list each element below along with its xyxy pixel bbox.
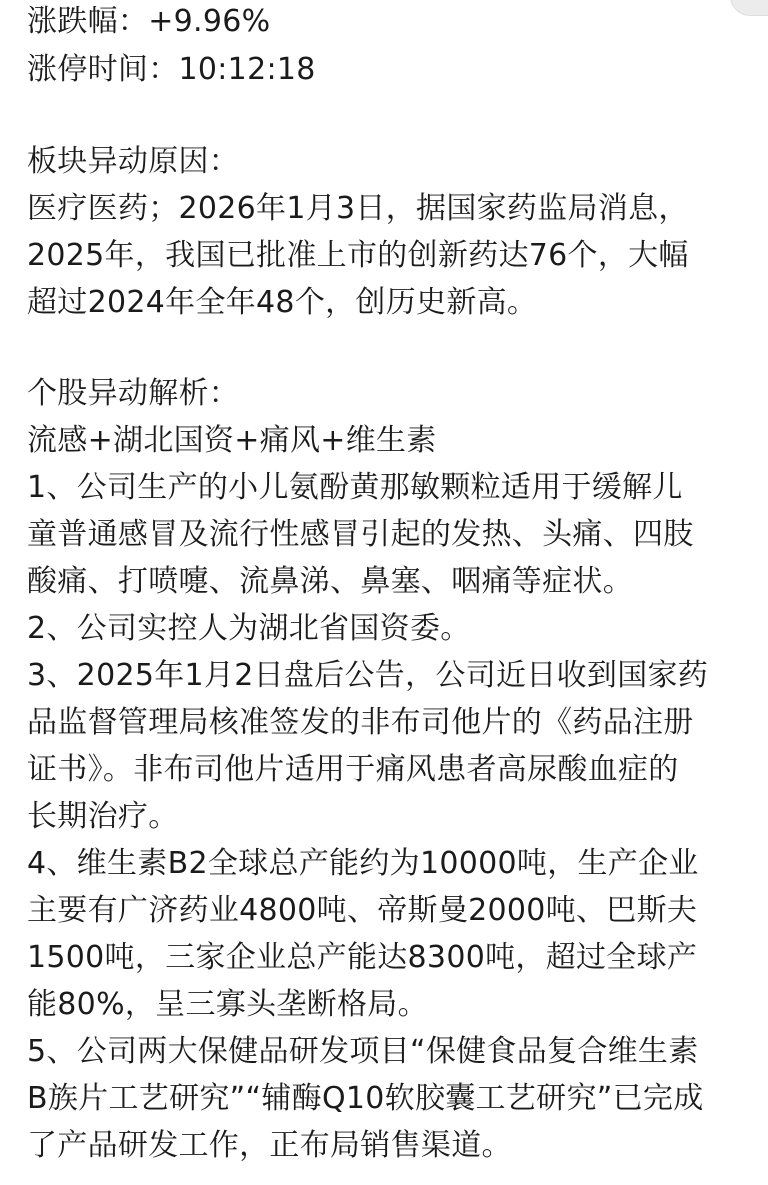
- sector-reason-line: 医疗医药；2026年1月3日，据国家药监局消息，: [27, 191, 689, 226]
- analysis-line: B族片工艺研究”“辅酶Q10软胶囊工艺研究”已完成: [27, 1081, 704, 1116]
- analysis-line: 童普通感冒及流行性感冒引起的发热、头痛、四肢: [27, 517, 694, 552]
- analysis-line: 主要有广济药业4800吨、帝斯曼2000吨、巴斯夫: [27, 893, 698, 928]
- analysis-line: 1、公司生产的小儿氨酚黄那敏颗粒适用于缓解儿: [27, 470, 683, 505]
- stock-analysis-heading: 个股异动解析：: [27, 376, 240, 411]
- analysis-line: 1500吨，三家企业总产能达8300吨，超过全球产: [27, 940, 698, 975]
- sector-reason-line: 超过2024年全年48个，创历史新高。: [27, 285, 538, 320]
- analysis-line: 证书》。非布司他片适用于痛风患者高尿酸血症的: [27, 752, 679, 787]
- analysis-line: 4、维生素B2全球总产能约为10000吨，生产企业: [27, 846, 699, 881]
- analysis-line: 品监督管理局核准签发的非布司他片的《药品注册: [27, 705, 694, 740]
- analysis-line: 酸痛、打喷嚏、流鼻涕、鼻塞、咽痛等症状。: [27, 564, 633, 599]
- sector-reason-line: 2025年，我国已批准上市的创新药达76个，大幅: [27, 238, 689, 273]
- analysis-line: 能80%，呈三寡头垄断格局。: [27, 987, 428, 1022]
- analysis-line: 长期治疗。: [27, 799, 179, 834]
- analysis-line: 3、2025年1月2日盘后公告，公司近日收到国家药: [27, 658, 709, 693]
- change-percent-line: 涨跌幅：+9.96%: [27, 4, 271, 39]
- analysis-line: 2、公司实控人为湖北省国资委。: [27, 611, 471, 646]
- stock-tags-line: 流感+湖北国资+痛风+维生素: [27, 423, 437, 458]
- limit-up-time-line: 涨停时间：10:12:18: [27, 52, 316, 87]
- sector-reason-heading: 板块异动原因：: [27, 144, 240, 179]
- scroll-corner-indicator: [730, 0, 768, 16]
- analysis-line: 了产品研发工作，正布局销售渠道。: [27, 1128, 512, 1163]
- analysis-line: 5、公司两大保健品研发项目“保健食品复合维生素: [27, 1034, 699, 1069]
